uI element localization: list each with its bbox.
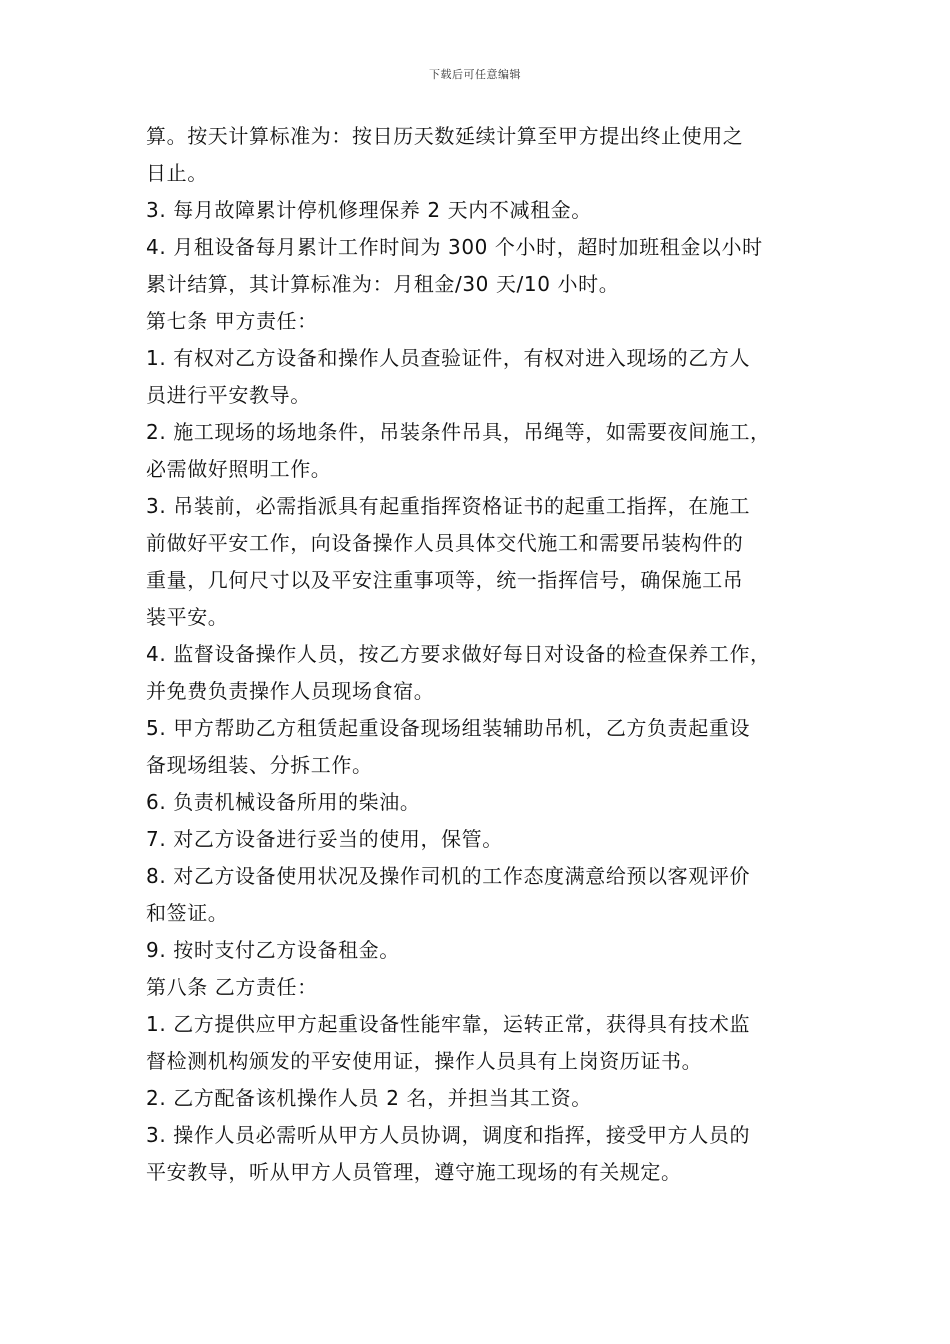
text-line: 备现场组装、分拆工作。 xyxy=(146,753,373,777)
page-header: 下载后可任意编辑 xyxy=(429,68,521,81)
text-line: 重量，几何尺寸以及平安注重事项等，统一指挥信号，确保施工吊 xyxy=(146,568,744,592)
text-line: 4. 月租设备每月累计工作时间为 300 个小时，超时加班租金以小时 xyxy=(146,235,763,259)
text-line: 和签证。 xyxy=(146,901,229,925)
text-line: 2. 乙方配备该机操作人员 2 名，并担当其工资。 xyxy=(146,1086,592,1110)
text-line: 必需做好照明工作。 xyxy=(146,457,332,481)
text-line: 5. 甲方帮助乙方租赁起重设备现场组装辅助吊机，乙方负责起重设 xyxy=(146,716,751,740)
text-line: 4. 监督设备操作人员，按乙方要求做好每日对设备的检查保养工作， xyxy=(146,642,771,666)
text-line: 7. 对乙方设备进行妥当的使用，保管。 xyxy=(146,827,503,851)
text-line: 3. 每月故障累计停机修理保养 2 天内不减租金。 xyxy=(146,198,592,222)
text-line: 平安教导，听从甲方人员管理，遵守施工现场的有关规定。 xyxy=(146,1160,682,1184)
text-line: 1. 乙方提供应甲方起重设备性能牢靠，运转正常，获得具有技术监 xyxy=(146,1012,751,1036)
text-line: 9. 按时支付乙方设备租金。 xyxy=(146,938,400,962)
text-line: 3. 吊装前，必需指派具有起重指挥资格证书的起重工指挥，在施工 xyxy=(146,494,751,518)
section-heading: 第七条 甲方责任： xyxy=(146,309,318,333)
text-line: 并免费负责操作人员现场食宿。 xyxy=(146,679,435,703)
text-line: 累计结算，其计算标准为：月租金/30 天/10 小时。 xyxy=(146,272,620,296)
text-line: 日止。 xyxy=(146,161,208,185)
text-line: 装平安。 xyxy=(146,605,229,629)
document-body xyxy=(146,118,814,1191)
text-line: 3. 操作人员必需听从甲方人员协调，调度和指挥，接受甲方人员的 xyxy=(146,1123,751,1147)
text-line: 1. 有权对乙方设备和操作人员查验证件，有权对进入现场的乙方人 xyxy=(146,346,751,370)
text-line: 算。按天计算标准为：按日历天数延续计算至甲方提出终止使用之 xyxy=(146,124,744,148)
section-heading: 第八条 乙方责任： xyxy=(146,975,318,999)
text-line: 8. 对乙方设备使用状况及操作司机的工作态度满意给预以客观评价 xyxy=(146,864,751,888)
text-line: 2. 施工现场的场地条件，吊装条件吊具，吊绳等，如需要夜间施工， xyxy=(146,420,771,444)
text-line: 前做好平安工作，向设备操作人员具体交代施工和需要吊装构件的 xyxy=(146,531,744,555)
text-line: 6. 负责机械设备所用的柴油。 xyxy=(146,790,421,814)
text-line: 员进行平安教导。 xyxy=(146,383,311,407)
text-line: 督检测机构颁发的平安使用证，操作人员具有上岗资历证书。 xyxy=(146,1049,703,1073)
